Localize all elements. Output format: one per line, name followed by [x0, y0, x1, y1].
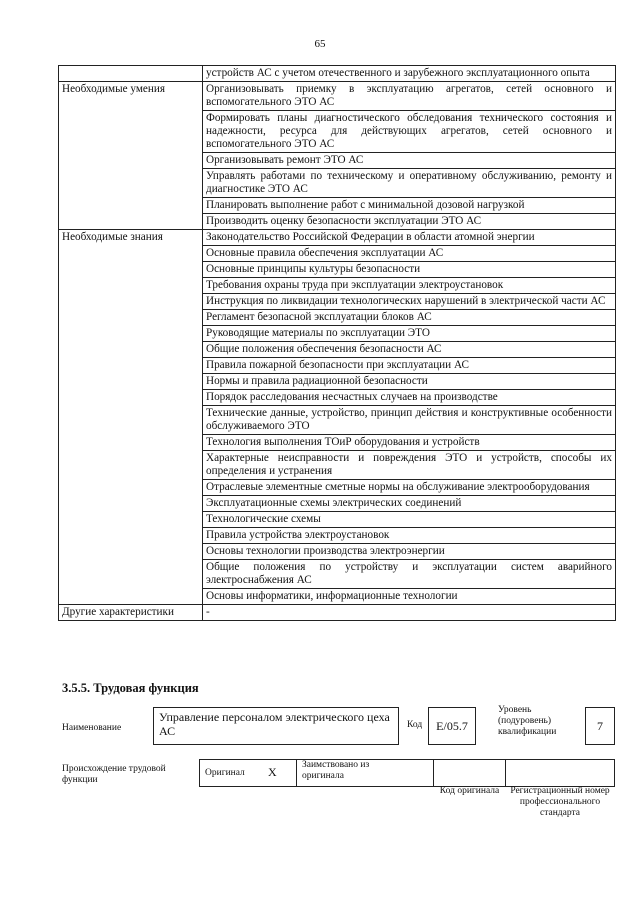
row-text-cell: Характерные неисправности и повреждения ЭТО и устройств, способы их определения и устранения: [203, 451, 616, 480]
table-row: [59, 66, 616, 82]
row-text-cell: Основные правила обеспечения эксплуатации АС: [203, 246, 616, 262]
function-name-value: Управление персоналом электрического цеха АС: [159, 710, 390, 738]
function-code-box: [428, 707, 476, 745]
row-text-cell: Технологические схемы: [203, 512, 616, 528]
row-text-cell: устройств АС с учетом отечественного и зарубежного эксплуатационного опыта: [203, 66, 616, 82]
reg-number-caption: Регистрационный номер профессионального стандарта: [510, 786, 610, 818]
name-label: Наименование: [62, 723, 122, 733]
function-name-box: [153, 707, 399, 745]
row-text-cell: Инструкция по ликвидации технологических нарушений в электрической части АС: [203, 294, 616, 310]
row-text-cell: Организовывать ремонт ЭТО АС: [203, 153, 616, 169]
qualification-level-box: [585, 707, 615, 745]
page-number: 65: [314, 38, 326, 50]
row-text-cell: Основные принципы культуры безопасности: [203, 262, 616, 278]
original-mark: X: [268, 765, 277, 779]
row-text-cell: Общие положения по устройству и эксплуатации систем аварийного электроснабжения АС: [203, 560, 616, 589]
row-text-cell: Управлять работами по техническому и оперативному обслуживанию, ремонту и диагностике ЭТО АС: [203, 169, 616, 198]
row-text-cell: Руководящие материалы по эксплуатации ЭТО: [203, 326, 616, 342]
row-label-cell: Необходимые знания: [59, 230, 203, 605]
borrowed-label: Заимствовано из оригинала: [302, 760, 370, 781]
row-label-cell: Необходимые умения: [59, 82, 203, 230]
row-text-cell: -: [203, 605, 616, 621]
row-text-cell: Законодательство Российской Федерации в области атомной энергии: [203, 230, 616, 246]
row-text-cell: Нормы и правила радиационной безопасности: [203, 374, 616, 390]
row-text-cell: Отраслевые элементные сметные нормы на обслуживание электрооборудования: [203, 480, 616, 496]
row-text-cell: Порядок расследования несчастных случаев на производстве: [203, 390, 616, 406]
row-text-cell: Основы информатики, информационные технологии: [203, 589, 616, 605]
original-code-caption: Код оригинала: [439, 786, 500, 796]
knowledge-skills-table: [58, 65, 616, 621]
reg-number-cell: [505, 759, 615, 787]
row-label-cell: [59, 66, 203, 82]
code-label: Код: [407, 720, 423, 730]
row-text-cell: Производить оценку безопасности эксплуатации ЭТО АС: [203, 214, 616, 230]
original-code-cell: [433, 759, 506, 787]
row-text-cell: Основы технологии производства электроэнергии: [203, 544, 616, 560]
row-text-cell: Правила пожарной безопасности при эксплуатации АС: [203, 358, 616, 374]
table-row: [59, 82, 616, 111]
qualification-level-value: 7: [597, 719, 603, 733]
row-text-cell: Технология выполнения ТОиР оборудования и устройств: [203, 435, 616, 451]
row-text-cell: Общие положения обеспечения безопасности АС: [203, 342, 616, 358]
original-label: Оригинал: [205, 768, 245, 778]
row-text-cell: Эксплуатационные схемы электрических соединений: [203, 496, 616, 512]
section-title: 3.5.5. Трудовая функция: [62, 681, 199, 695]
row-text-cell: Планировать выполнение работ с минимальной дозовой нагрузкой: [203, 198, 616, 214]
row-label-cell: Другие характеристики: [59, 605, 203, 621]
table-row: [59, 605, 616, 621]
row-text-cell: Правила устройства электроустановок: [203, 528, 616, 544]
row-text-cell: Организовывать приемку в эксплуатацию агрегатов, сетей основного и вспомогательного ЭТО АС: [203, 82, 616, 111]
row-text-cell: Требования охраны труда при эксплуатации электроустановок: [203, 278, 616, 294]
function-code-value: E/05.7: [436, 719, 468, 733]
table-row: [59, 230, 616, 246]
origin-label: Происхождение трудовой функции: [62, 764, 166, 785]
qualification-level-label: Уровень (подуровень) квалификации: [498, 705, 557, 737]
row-text-cell: Регламент безопасной эксплуатации блоков АС: [203, 310, 616, 326]
row-text-cell: Технические данные, устройство, принцип действия и конструктивные особенности обслуживаемого ЭТО: [203, 406, 616, 435]
row-text-cell: Формировать планы диагностического обследования технического состояния и надежности, ресурса для действующих агрегатов, сетей основного и вспомогательного ЭТО АС: [203, 111, 616, 153]
